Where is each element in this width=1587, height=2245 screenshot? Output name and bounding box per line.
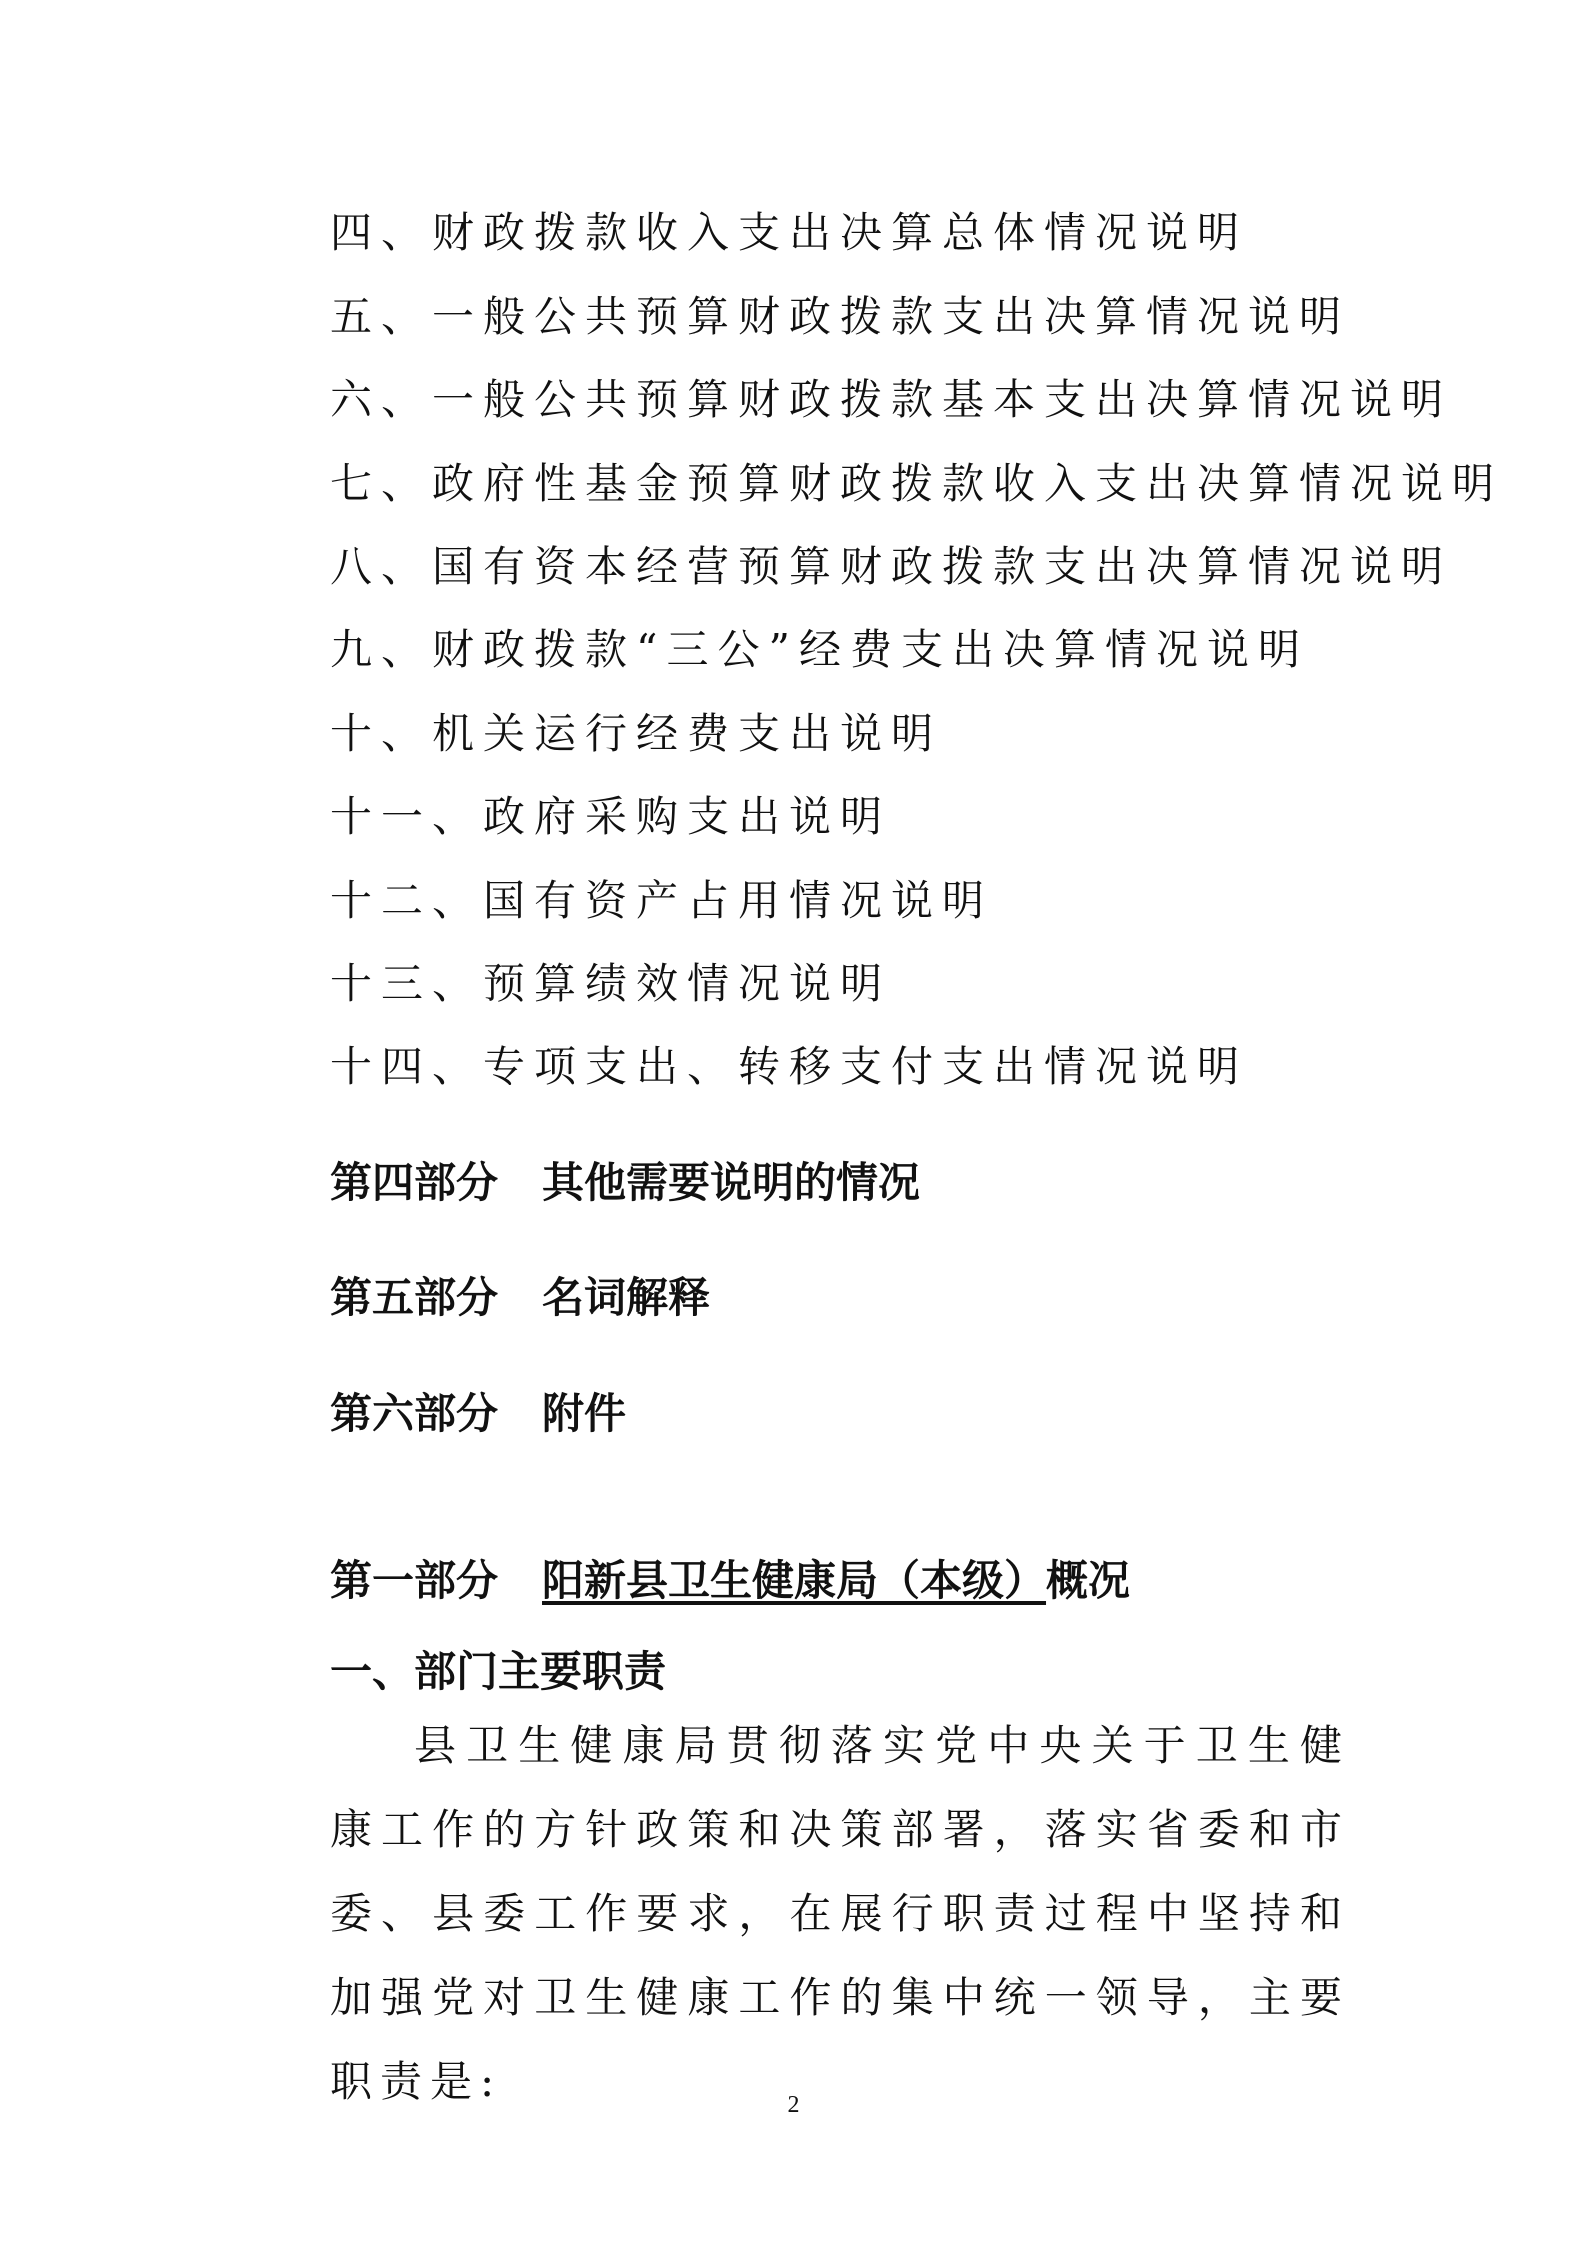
section-title-suffix: 概况: [1046, 1556, 1131, 1605]
toc-item: 九、财政拨款“三公”经费支出决算情况说明: [330, 625, 1309, 674]
toc-item: 七、政府性基金预算财政拨款收入支出决算情况说明: [330, 459, 1504, 508]
toc-item: 六、一般公共预算财政拨款基本支出决算情况说明: [330, 375, 1453, 424]
part-heading: [330, 1389, 627, 1438]
part-label: 第五部分: [330, 1273, 499, 1322]
part-heading: [330, 1158, 921, 1207]
body-paragraph: 县卫生健康局贯彻落实党中央关于卫生健康工作的方针政策和决策部署，落实省委和市委、县委工作要求，在展行职责过程中坚持和加强党对卫生健康工作的集中统一领导，主要职责是:: [330, 1721, 1350, 2106]
toc-item: 八、国有资本经营预算财政拨款支出决算情况说明: [330, 542, 1453, 591]
toc-item: 十一、政府采购支出说明: [330, 792, 892, 841]
part-title: 附件: [542, 1389, 627, 1438]
toc-item: 十三、预算绩效情况说明: [330, 959, 892, 1008]
part-title: 其他需要说明的情况: [542, 1158, 921, 1207]
page-number: 2: [787, 2092, 800, 2118]
subsection-title: 一、部门主要职责: [330, 1647, 667, 1696]
toc-item: 十四、专项支出、转移支付支出情况说明: [330, 1042, 1249, 1091]
section-label: 第一部分: [330, 1556, 499, 1605]
part-label: 第四部分: [330, 1158, 499, 1207]
section-title-underlined: 阳新县卫生健康局（本级）: [542, 1556, 1047, 1605]
part-title: 名词解释: [542, 1273, 711, 1322]
section-heading: [330, 1556, 1131, 1605]
part-heading: [330, 1273, 711, 1322]
toc-item: 五、一般公共预算财政拨款支出决算情况说明: [330, 292, 1351, 341]
toc-item: 十、机关运行经费支出说明: [330, 709, 943, 758]
part-label: 第六部分: [330, 1389, 499, 1438]
toc-item: 十二、国有资产占用情况说明: [330, 876, 994, 925]
toc-item: 四、财政拨款收入支出决算总体情况说明: [330, 208, 1249, 257]
